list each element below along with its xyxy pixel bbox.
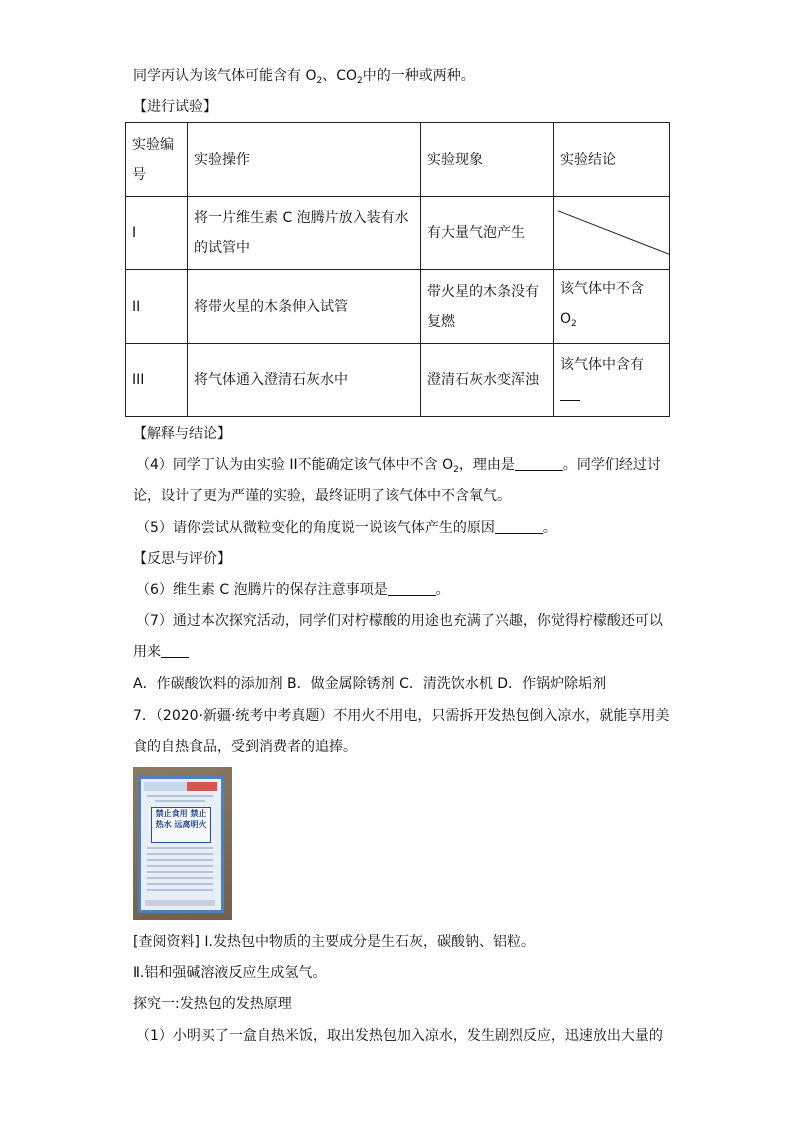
question-1: （1）小明买了一盒自热米饭，取出发热包加入凉水，发生剧烈反应，迅速放出大量的 [136,1028,663,1044]
heading-explain: 【解释与结论】 [133,426,231,442]
header-cell [126,123,188,197]
operation-cell: 将带火星的木条伸入试管 [188,270,421,344]
question-4-line-2: 论，设计了更为严谨的实验，最终证明了该气体中不含氧气。 [133,488,511,504]
heating-pack-photo [133,767,232,920]
phenomenon-cell [421,270,554,344]
text: 中的一种或两种。 [362,68,475,84]
subscript: 2 [453,465,459,475]
packet-text-line [147,877,213,879]
text: 。 [542,520,557,536]
text: 用来 [133,644,161,660]
info-line-2: Ⅱ.铝和强碱溶液反应生成氢气。 [133,965,327,981]
conclusion-cell [554,344,670,417]
packet-text-line [147,859,213,861]
diagonal-line [554,197,669,269]
cell-text: 将一片维生素 C 泡腾片放入装有水 [194,210,409,226]
packet-text-line [155,800,205,802]
answer-blank[interactable] [388,581,436,596]
cell-text: 带火星的木条没有 [427,283,539,300]
subscript: 2 [357,76,363,86]
phenomenon-cell: 澄清石灰水变浑浊 [421,344,554,417]
subscript: 2 [571,319,577,329]
operation-cell [188,197,421,270]
packet-text-line [147,853,213,855]
answer-blank[interactable] [495,519,543,534]
row-id-cell: III [126,344,188,417]
packet-text-line [147,871,213,873]
explore-heading: 探究一:发热包的发热原理 [133,996,292,1012]
table-row [126,270,670,344]
packet-text-line [147,889,213,891]
operation-cell: 将气体通入澄清石灰水中 [188,344,421,417]
text: O [560,311,572,327]
text: （5）请你尝试从微粒变化的角度说一说该气体产生的原因 [136,520,495,536]
subscript: 2 [316,76,323,86]
row-id-cell: II [126,270,188,344]
table-header-row [126,123,670,197]
header-cell: 实验操作 [188,123,421,197]
header-cell: 实验现象 [421,123,554,197]
text: （4）同学丁认为由实验 II不能确定该气体中不含 O [136,457,454,473]
packet-text-line [147,883,213,885]
packet-red-label [187,782,217,791]
cell-text: 的试管中 [194,240,250,256]
packet-text-line [147,795,213,797]
table-row [126,197,670,270]
text: 、CO [322,68,358,84]
problem-7-line-1: 7．（2020·新疆·统考中考真题）不用火不用电，只需拆开发热包倒入凉水，就能享用美 [133,708,670,724]
header-cell: 实验结论 [554,123,670,197]
question-6 [136,580,450,600]
question-7-line-2 [133,642,189,662]
packet-warning-box: 禁止食用 禁止热水 远离明火 [151,807,211,843]
packet-text-line [147,865,213,867]
packet-footer [145,900,215,906]
text: 。同学们经过讨 [562,457,661,473]
diagonal-empty-cell [554,197,670,270]
conclusion-cell [554,270,670,344]
text: ，理由是 [458,457,515,473]
answer-blank[interactable] [161,643,189,658]
answer-blank[interactable] [515,456,563,471]
cell-text: 该气体中含有 [560,357,644,373]
info-line-1: [查阅资料] I.发热包中物质的主要成分是生石灰，碳酸钠、铝粒。 [133,934,535,950]
text: 。 [435,582,450,598]
cell-text: 复燃 [427,313,455,330]
row-id-cell: I [126,197,188,270]
packet-text-line [147,847,213,849]
heading-reflect: 【反思与评价】 [133,551,231,567]
text: （6）维生素 C 泡腾片的保存注意事项是 [136,582,388,598]
question-7-options: A．作碳酸饮料的添加剂 B．做金属除锈剂 C．清洗饮水机 D．作锅炉除垢剂 [133,676,607,692]
text: 同学丙认为该气体可能含有 O [133,68,317,84]
question-7-line-1: （7）通过本次探究活动，同学们对柠檬酸的用途也充满了兴趣，你觉得柠檬酸还可以 [136,613,663,629]
question-4-line-1 [136,455,661,480]
question-5 [136,518,557,538]
table-row [126,344,670,417]
header-text: 号 [132,166,146,183]
problem-7-line-2: 食的自热食品，受到消费者的追捧。 [133,739,357,755]
phenomenon-cell: 有大量气泡产生 [421,197,554,270]
cell-text [560,304,663,339]
experiment-table [125,122,670,417]
intro-line [133,66,475,91]
heading-experiment: 【进行试验】 [133,99,217,115]
answer-blank[interactable] [560,380,663,410]
cell-text: 该气体中不含 [560,281,644,297]
header-text: 实验编 [132,136,174,153]
heating-pack-packet [138,776,224,913]
